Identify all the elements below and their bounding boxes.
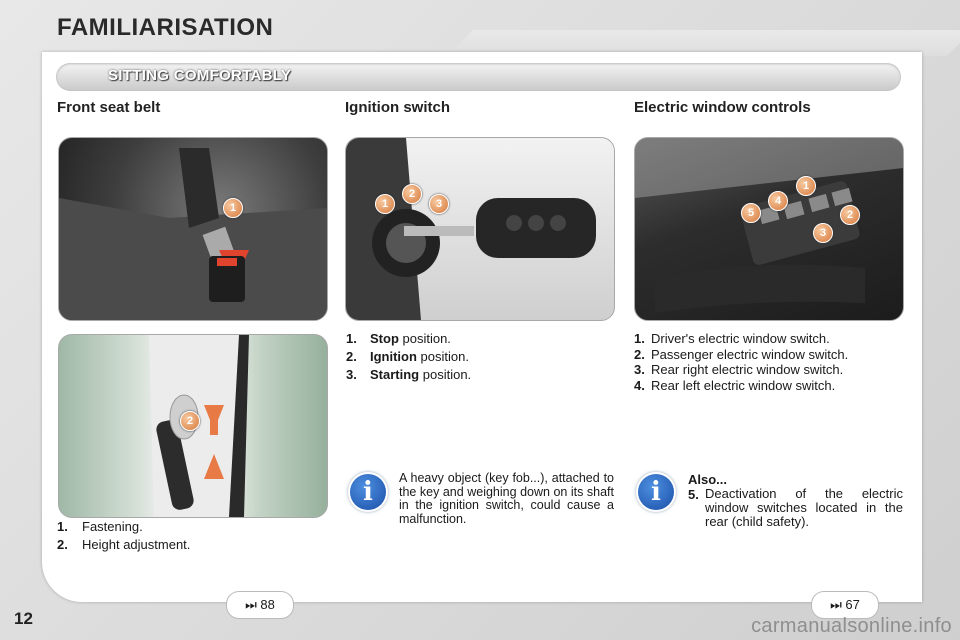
page-number: 12 xyxy=(14,609,33,628)
also-label: Also... xyxy=(688,472,728,487)
ignition-list xyxy=(346,330,471,384)
callout-3: 3 xyxy=(813,223,833,243)
list-item: 1. Driver's electric window switch. xyxy=(634,331,830,346)
seat-belt-height-photo xyxy=(58,334,328,518)
also-note: Deactivation of the electric window switches located in the rear (child safety). xyxy=(705,486,903,529)
callout-1: 1 xyxy=(223,198,243,218)
ignition-illustration xyxy=(346,138,614,320)
list-item: 3. Starting position. xyxy=(346,367,472,382)
ignition-note: A heavy object (key fob...), attached to the key and weighing down on its shaft in the ignition switch, could cause a malfunction. xyxy=(399,471,614,526)
page-ref-67[interactable]: ⏭ 67 xyxy=(811,591,879,619)
seat-belt-illustration xyxy=(59,138,327,320)
list-item: 3. Rear right electric window switch. xyxy=(634,362,844,377)
seat-belt-heading: Front seat belt xyxy=(57,99,161,116)
callout-1: 1 xyxy=(375,194,395,214)
callout-2: 2 xyxy=(180,411,200,431)
page-title: FAMILIARISATION xyxy=(57,14,274,41)
callout-1: 1 xyxy=(796,176,816,196)
section-title: SITTING COMFORTABLY xyxy=(108,67,292,84)
ignition-switch-photo xyxy=(345,137,615,321)
list-item: 2. Height adjustment. xyxy=(57,537,191,552)
list-item: 1. Stop position. xyxy=(346,331,451,346)
seat-belt-list xyxy=(57,518,190,554)
callout-2: 2 xyxy=(840,205,860,225)
list-item: 1. Fastening. xyxy=(57,519,143,534)
ignition-heading: Ignition switch xyxy=(345,99,450,116)
window-switch-illustration xyxy=(635,138,903,320)
callout-5: 5 xyxy=(741,203,761,223)
seat-belt-buckle-photo xyxy=(58,137,328,321)
list-item: 2. Passenger electric window switch. xyxy=(634,346,849,362)
callout-4: 4 xyxy=(768,191,788,211)
window-controls-photo xyxy=(634,137,904,321)
callout-2: 2 xyxy=(402,184,422,204)
watermark: carmanualsonline.info xyxy=(751,615,952,637)
list-item: 4. Rear left electric window switch. xyxy=(634,377,836,393)
windows-list xyxy=(634,331,848,393)
page-ref-88[interactable]: ⏭ 88 xyxy=(226,591,294,619)
windows-heading: Electric window controls xyxy=(634,99,811,116)
info-icon: i xyxy=(350,474,386,510)
info-icon: i xyxy=(638,474,674,510)
list-item: 2. Ignition position. xyxy=(346,349,469,364)
callout-3: 3 xyxy=(429,194,449,214)
also-num: 5. xyxy=(688,487,699,502)
